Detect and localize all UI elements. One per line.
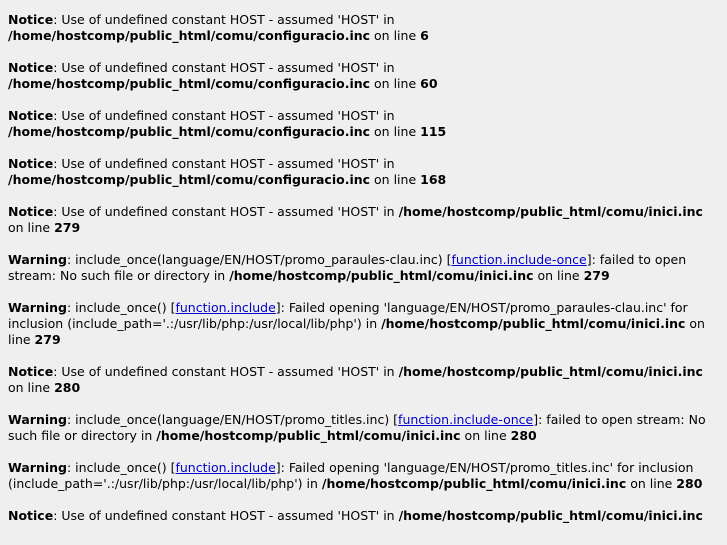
error-message: [8, 108, 717, 140]
error-level: Warning: [8, 460, 67, 475]
file-path: /home/hostcomp/public_html/comu/configuracio.inc: [8, 124, 371, 139]
on-line-text: on line: [8, 316, 705, 347]
error-message: [8, 508, 717, 524]
function-doc-link[interactable]: function.include: [175, 460, 276, 475]
on-line-text: on line: [460, 428, 511, 443]
file-path: /home/hostcomp/public_html/comu/inici.inc: [398, 508, 703, 523]
line-number: 280: [510, 428, 537, 443]
error-level: Notice: [8, 156, 54, 171]
error-level: Notice: [8, 12, 54, 27]
error-message: [8, 252, 717, 284]
error-level: Warning: [8, 300, 67, 315]
error-text: : Use of undefined constant HOST - assumed 'HOST' in: [53, 364, 399, 379]
error-level: Notice: [8, 364, 54, 379]
file-path: /home/hostcomp/public_html/comu/configuracio.inc: [8, 28, 371, 43]
error-text: : Use of undefined constant HOST - assumed 'HOST' in: [53, 156, 395, 171]
function-doc-link[interactable]: function.include-once: [398, 412, 534, 427]
error-text-tail: ]: Failed opening 'language/EN/HOST/promo_paraules-clau.inc' for inclusion (include_path='.:/usr/lib/php:/usr/local/lib/php') in: [8, 300, 688, 331]
error-message: [8, 12, 717, 44]
error-text-tail: ]: Failed opening 'language/EN/HOST/promo_titles.inc' for inclusion (include_path='.:/usr/lib/php:/usr/local/lib/php') in: [8, 460, 694, 491]
on-line-text: on line: [370, 28, 421, 43]
file-path: /home/hostcomp/public_html/comu/inici.inc: [229, 268, 534, 283]
on-line-text: on line: [8, 220, 55, 235]
error-message: [8, 60, 717, 92]
error-level: Notice: [8, 60, 54, 75]
file-path: /home/hostcomp/public_html/comu/inici.inc: [398, 204, 703, 219]
error-text: : include_once() [: [66, 460, 176, 475]
error-text: : Use of undefined constant HOST - assumed 'HOST' in: [53, 12, 395, 27]
file-path: /home/hostcomp/public_html/comu/inici.inc: [381, 316, 686, 331]
on-line-text: on line: [370, 172, 421, 187]
line-number: 279: [54, 220, 81, 235]
error-text-tail: ]: failed to open stream: No such file or directory in: [8, 252, 687, 283]
error-text-tail: ]: failed to open stream: No such file or directory in: [8, 412, 706, 443]
line-number: 279: [34, 332, 61, 347]
error-level: Notice: [8, 108, 54, 123]
line-number: 60: [420, 76, 438, 91]
file-path: /home/hostcomp/public_html/comu/inici.inc: [156, 428, 461, 443]
error-message: [8, 460, 717, 492]
error-message: [8, 412, 717, 444]
on-line-text: on line: [8, 380, 55, 395]
on-line-text: on line: [626, 476, 677, 491]
line-number: 280: [54, 380, 81, 395]
error-message: [8, 156, 717, 188]
error-text: : include_once(language/EN/HOST/promo_paraules-clau.inc) [: [66, 252, 452, 267]
file-path: /home/hostcomp/public_html/comu/configuracio.inc: [8, 76, 371, 91]
error-level: Notice: [8, 508, 54, 523]
error-text: : Use of undefined constant HOST - assumed 'HOST' in: [53, 204, 399, 219]
error-level: Warning: [8, 252, 67, 267]
file-path: /home/hostcomp/public_html/comu/inici.inc: [398, 364, 703, 379]
error-message: [8, 204, 717, 236]
error-message: [8, 364, 717, 396]
error-level: Notice: [8, 204, 54, 219]
on-line-text: on line: [370, 76, 421, 91]
error-message: [8, 300, 717, 348]
line-number: 6: [420, 28, 429, 43]
function-doc-link[interactable]: function.include-once: [451, 252, 587, 267]
error-text: : Use of undefined constant HOST - assumed 'HOST' in: [53, 508, 399, 523]
line-number: 168: [420, 172, 447, 187]
on-line-text: on line: [533, 268, 584, 283]
error-level: Warning: [8, 412, 67, 427]
file-path: /home/hostcomp/public_html/comu/configuracio.inc: [8, 172, 371, 187]
error-text: : include_once() [: [66, 300, 176, 315]
function-doc-link[interactable]: function.include: [175, 300, 276, 315]
error-text: : include_once(language/EN/HOST/promo_titles.inc) [: [66, 412, 399, 427]
file-path: /home/hostcomp/public_html/comu/inici.inc: [321, 476, 627, 491]
on-line-text: on line: [370, 124, 421, 139]
line-number: 279: [583, 268, 610, 283]
line-number: 115: [420, 124, 447, 139]
error-text: : Use of undefined constant HOST - assumed 'HOST' in: [53, 60, 395, 75]
line-number: 280: [676, 476, 703, 491]
error-text: : Use of undefined constant HOST - assumed 'HOST' in: [53, 108, 395, 123]
